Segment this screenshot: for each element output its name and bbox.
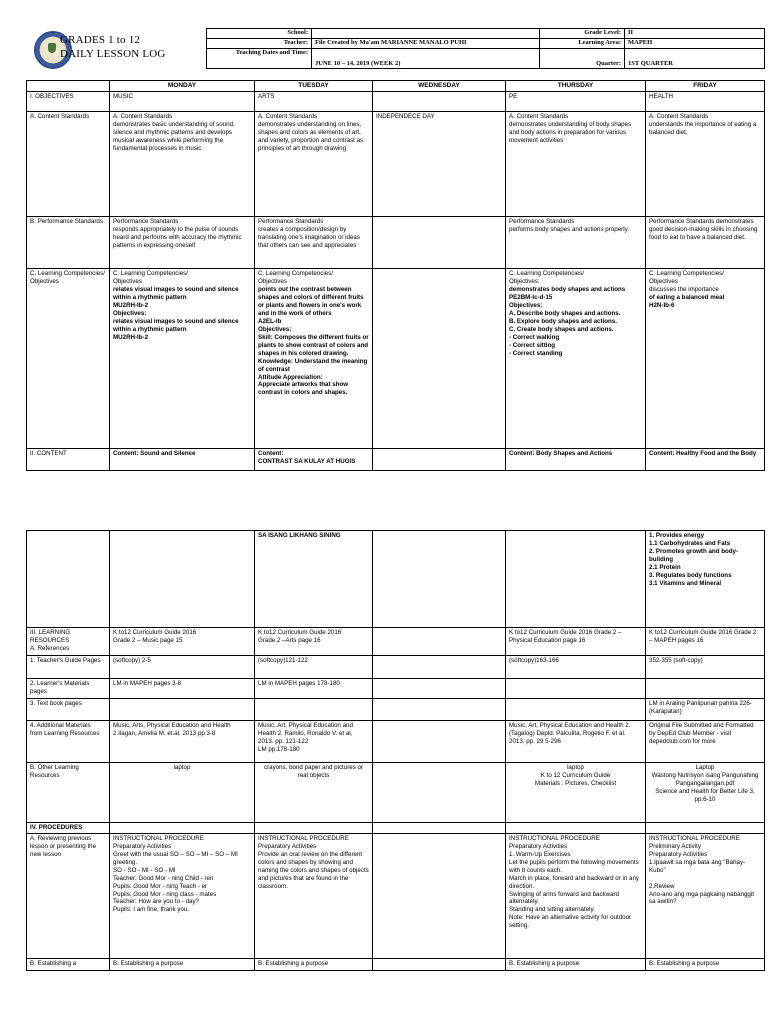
competencies-tue [255,269,373,449]
title-line-2: DAILY LESSON LOG [60,48,166,60]
header-info-table [206,28,765,69]
header [26,28,764,77]
textbook-thu [506,699,646,721]
textbook-fri: LM in Araling Panlipunan pahina 226-(Karapatan) [646,699,765,721]
row-label-additional: 4. Additional Materials from Learning Resources [27,721,110,763]
reviewing-thu: INSTRUCTIONAL PROCEDURE Preparatory Activities 1. Warm-Up Exercises Let the pupils perform the following movements with 8 counts each. March in place, forward and backward or in any direction. Swinging of arms forward and backward alternately. Standing and sitting alternately. Note: Have an alternative activity for outdoor setting. [506,833,646,958]
objectives-tue: ARTS [255,92,373,112]
competencies-fri-head: C. Learning Competencies/ Objectives discusses the importance [649,270,724,294]
learning-resources-wed [373,628,506,656]
learners-materials-wed [373,679,506,699]
competencies-mon-body: relates visual images to sound and silence within a rhythmic pattern MU2RH-Ib-2 Objectives: relates visual images to sound and silence within a rhythmic pattern MU2RH-Ib-2 [113,286,239,341]
content-fri: Content: Healthy Food and the Body [646,449,765,471]
competencies-thu-head: C. Learning Competencies/ Objectives: [509,270,584,286]
row-label-learners-materials: 2. Learner's Materials pages [27,679,110,699]
day-tuesday: TUESDAY [255,81,373,92]
teachers-guide-mon: (softcopy) 2-5 [110,656,255,679]
performance-standards-wed [373,217,506,269]
teachers-guide-wed [373,656,506,679]
other-resources-wed [373,763,506,823]
competencies-thu [506,269,646,449]
row-label-textbook: 3. Text book pages [27,699,110,721]
logo-area [26,28,206,77]
performance-standards-fri: Performance Standards demonstrates good decision-making skills in choosing food to eat to have a balanced diet. [646,217,765,269]
row-label-teachers-guide: 1. Teacher's Guide Pages [27,656,110,679]
content-standards-tue: A. Content Standards demonstrates understanding on lines, shapes and colors as elements of art, and variety, proportion and contrast as principles of art through drawing [255,112,373,217]
learners-materials-mon: LM in MAPEH pages 3-8 [110,679,255,699]
competencies-tue-body: points out the contrast between shapes and colors of different fruits or plants and flowers in one's work and in the work of others A2EL-Ib Objectives: Skill: Composes the different fruits or plants to show contrast of colors and shapes in his colored drawing. Knowledge: Understand the meaning of contrast Attitude Appreciation: Appreciate artworks that show contrast in colors and shapes. [258,286,369,397]
content-standards-wed: INDEPENDECE DAY [373,112,506,217]
procedures-thu [506,823,646,834]
row-label-other-resources: B. Other Learning Resources [27,763,110,823]
other-resources-thu: laptop K to 12 Curriculum Guide Materials : Pictures, Checklist [506,763,646,823]
textbook-wed [373,699,506,721]
content-cont-label [27,531,110,628]
performance-standards-tue: Performance Standards creates a composition/design by translating one's imagination or ideas that others can see and appreciates [255,217,373,269]
learners-materials-tue: LM in MAPEH pages 178-180 [255,679,373,699]
performance-standards-thu: Performance Standards performs body shapes and actions properly. [506,217,646,269]
additional-thu: Music, Art, Physical Education and Health 2. (Tagalog) Depld. Palculita, Rogelio F. et al. 2013. pp. 29 5-296 [506,721,646,763]
lesson-table-part2 [26,530,765,971]
additional-fri: Original File Submitted and Formatted by DepEd Club Member - visit depedclub.com for more [646,721,765,763]
competencies-mon [110,269,255,449]
procedures-tue [255,823,373,834]
content-standards-fri: A. Content Standards understands the importance of eating a balanced diet. [646,112,765,217]
content-cont-fri: 1. Provides energy 1.1 Carbohydrates and Fats 2. Promotes growth and body-building 2.1 Protein 3. Regulates body functions 3.1 Vitamins and Mineral [646,531,765,628]
learning-resources-fri: K to12 Curriculum Guide 2016 Grade 2 – MAPEH pages 16 [646,628,765,656]
additional-wed [373,721,506,763]
day-wednesday: WEDNESDAY [373,81,506,92]
teacher-label: Teacher: [207,39,312,49]
additional-mon: Music, Arts, Physical Education and Health 2.Ilagan, Amelia M. et.al, 2013 pp.3-8 [110,721,255,763]
quarter-value: 1ST QUARTER [625,49,765,69]
day-thursday: THURSDAY [506,81,646,92]
corner-cell [27,81,110,92]
learning-resources-thu: K to12 Curriculum Guide 2016 Grade 2 – Physical Education page 16 [506,628,646,656]
content-standards-thu: A. Content Standards demonstrates understanding of body shapes and body actions in preparation for various movement activities [506,112,646,217]
procedures-fri [646,823,765,834]
performance-standards-mon: Performance Standards responds appropriately to the pulse of sounds heard and performs with accuracy the rhythmic patterns in expressing oneself [110,217,255,269]
learners-materials-thu [506,679,646,699]
procedures-mon [110,823,255,834]
textbook-mon [110,699,255,721]
grade-label: Grade Level: [540,29,625,39]
competencies-tue-head: C. Learning Competencies/ Objectives [258,270,333,286]
establishing-thu: B. Establishing a purpose [506,958,646,970]
establishing-tue: B. Establishing a purpose [255,958,373,970]
content-tue: Content: CONTRAST SA KULAY AT HUGIS [255,449,373,471]
procedures-wed [373,823,506,834]
other-resources-tue: crayons, bond paper and pictures or real objects [255,763,373,823]
teachers-guide-fri: 352-355 (soft-copy) [646,656,765,679]
competencies-mon-head: C. Learning Competencies/ Objectives [113,270,188,286]
reviewing-wed [373,833,506,958]
row-label-learning-resources: III. LEARNING RESOURCES A. References [27,628,110,656]
lesson-table-part1 [26,80,765,471]
row-label-establishing: B. Establishing a [27,958,110,970]
teacher-value: File Created by Ma'am MARIANNE MANALO PUHI [312,39,540,49]
dates-label: Teaching Dates and Time: [207,49,312,69]
title-line-1: GRADES 1 to 12 [60,34,141,46]
content-standards-mon: A. Content Standards demonstrates basic understanding of sound, silence and rhythmic patterns and develops musical awareness while performing the fundamental processes in music [110,112,255,217]
learning-resources-mon: K to12 Curriculum Guide 2016 Grade 2 – Music page 15 [110,628,255,656]
dates-value: JUNE 10 – 14, 2019 (WEEK 2) [312,49,540,69]
day-monday: MONDAY [110,81,255,92]
area-value: MAPEH [625,39,765,49]
competencies-thu-body: demonstrates body shapes and actions PE2BM-Ic-d-15 Objectives: A. Describe body shapes and actions. B. Explore body shapes and actions. C. Create body shapes and actions. - Correct walking - Correct sitting - Correct standing [509,286,626,357]
day-friday: FRIDAY [646,81,765,92]
area-label: Learning Area: [540,39,625,49]
content-thu: Content: Body Shapes and Actions [506,449,646,471]
objectives-fri: HEALTH [646,92,765,112]
school-label: School: [207,29,312,39]
teachers-guide-thu: (softcopy)163-166 [506,656,646,679]
competencies-fri [646,269,765,449]
row-label-competencies: C. Learning Competencies/ Objectives [27,269,110,449]
row-label-reviewing: A. Reviewing previous lesson or presenting the new lesson [27,833,110,958]
content-cont-tue: SA ISANG LIKHANG SINING [255,531,373,628]
grade-value: II [625,29,765,39]
reviewing-mon: INSTRUCTIONAL PROCEDURE Preparatory Activities Greet with the usual SO – SO – MI – SO – MI greeting. SO - SO - MI - SO - MI Teacher: Good Mor - ning Child - ren Pupils: Good Mor - ning Teach - er Pupils: Good Mor - ning class - mates Teacher: How are you to - day? Pupils: I am fine, thank you. [110,833,255,958]
competencies-fri-body: of eating a balanced meal H2N-Ib-6 [649,294,725,310]
content-cont-thu [506,531,646,628]
reviewing-tue: INSTRUCTIONAL PROCEDURE Preparatory Activities Provide an oral review on the different colors and shapes by showing and naming the colors and shapes of objects and pictures that are found in the classroom. [255,833,373,958]
learning-resources-tue: K to12 Curriculum Guide 2016 Grade 2 –Arts page 16 [255,628,373,656]
establishing-wed [373,958,506,970]
other-resources-fri: Laptop Wastong Nutrisyon isang Pangunahing Pangangailangan.pdf Science and Health for Better Life 3, pp.6-10 [646,763,765,823]
school-value [312,29,540,39]
content-cont-mon [110,531,255,628]
competencies-wed [373,269,506,449]
teachers-guide-tue: (softcopy)121-122 [255,656,373,679]
establishing-fri: B. Establishing a purpose [646,958,765,970]
learners-materials-fri [646,679,765,699]
other-resources-mon: laptop [110,763,255,823]
row-label-objectives: I. OBJECTIVES [27,92,110,112]
row-label-performance-standards: B. Performance Standards [27,217,110,269]
textbook-tue [255,699,373,721]
objectives-thu: PE [506,92,646,112]
quarter-label: Quarter: [540,49,625,69]
establishing-mon: B. Establishing a purpose [110,958,255,970]
row-label-content: II. CONTENT [27,449,110,471]
row-label-content-standards: A. Content Standards [27,112,110,217]
additional-tue: Music, Art, Physical Education and Health 2. Ramilo, Ronaldo V. et al, 2013. pp. 121-122 LM pp.178-180 [255,721,373,763]
objectives-wed [373,92,506,112]
content-cont-wed [373,531,506,628]
reviewing-fri: INSTRUCTIONAL PROCEDURE Preliminary Activity Preparatory Activities 1.Ipaawit sa mga bata ang "Bahay-Kubo" 2.Review Ano-ano ang mga pagkaing nabanggit sa awitin? [646,833,765,958]
row-label-procedures: IV. PROCEDURES [27,823,110,834]
content-wed [373,449,506,471]
content-mon: Content: Sound and Silence [110,449,255,471]
objectives-mon: MUSIC [110,92,255,112]
